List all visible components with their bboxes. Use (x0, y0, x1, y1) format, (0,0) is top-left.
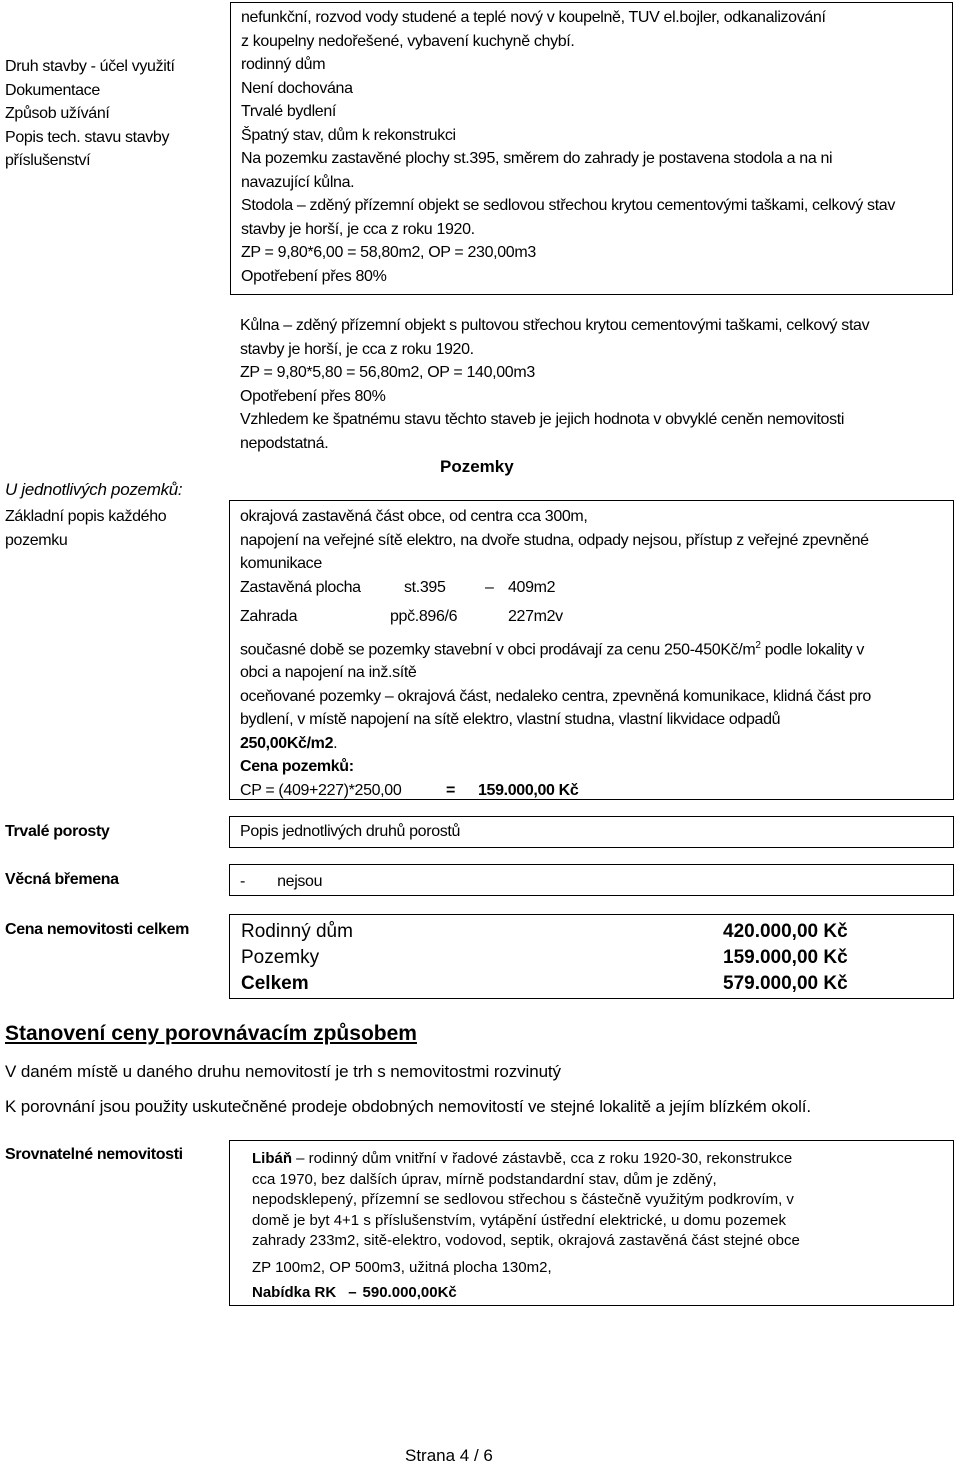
summary-row (241, 971, 941, 997)
vzhledem-line-1: Vzhledem ke špatnému stavu těchto staveb je jejich hodnota v obvyklé ceněn nemovitosti (240, 411, 845, 428)
stav-value: Špatný stav, dům k rekonstrukci (241, 126, 456, 144)
label-zakladni-popis-2: pozemku (5, 531, 68, 549)
label-zpusob-uzivani: Způsob užívání (5, 105, 110, 122)
summary-value: 420.000,00 Kč (723, 921, 848, 942)
summary-value: 159.000,00 Kč (723, 947, 848, 968)
bremena-dash: - (240, 873, 245, 890)
libane-text-1: – rodinný dům vnitřní v řadové zástavbě, cca z roku 1920-30, rekonstrukce (292, 1150, 793, 1167)
bremena-box (229, 864, 954, 896)
prislusenstvi-line-1: Na pozemku zastavěné plochy st.395, směrem do zahrady je postavena stodola a na ni (241, 150, 833, 167)
kulna-opotrebeni: Opotřebení přes 80% (240, 387, 386, 405)
section-line-2: K porovnání jsou použity uskutečněné prodeje obdobných nemovitostí ve stejné lokalitě a jejím blízkém okolí. (5, 1097, 811, 1116)
summary-row (241, 945, 941, 971)
stodola-zp: ZP = 9,80*6,00 = 58,80m2, OP = 230,00m3 (241, 244, 536, 261)
cena-pozemku-label: Cena pozemků: (240, 758, 354, 776)
label-popis-tech: Popis tech. stavu stavby (5, 128, 170, 146)
bremena-text: nejsou (277, 873, 323, 890)
nabidka-label: Nabídka RK (252, 1284, 337, 1301)
ocenovane-line-2: bydlení, v místě napojení na sítě elektro, vlastní studna, vlastní likvidace odpadů (240, 711, 781, 729)
nabidka-value: 590.000,00Kč (362, 1284, 457, 1301)
nabidka-line (252, 1283, 932, 1304)
porosty-text: Popis jednotlivých druhů porostů (240, 823, 461, 840)
label-prislusenstvi: příslušenství (5, 152, 91, 169)
kulna-block (240, 314, 955, 455)
zastavena-dash: – (485, 578, 494, 596)
zahrada-area: 227m2v (508, 607, 563, 625)
label-druh-stavby: Druh stavby - účel využití (5, 58, 175, 75)
label-srovnatelne: Srovnatelné nemovitosti (5, 1146, 183, 1163)
page-number: Strana 4 / 6 (405, 1446, 493, 1465)
cp-formula: CP = (409+227)*250,00 (240, 781, 402, 799)
dokumentace-value: Není dochována (241, 79, 353, 97)
kulna-line-2: stavby je horší, je cca z roku 1920. (240, 340, 474, 358)
label-vecna-bremena: Věcná břemena (5, 871, 119, 888)
cp-eq: = (446, 781, 455, 799)
ocenovane-line-1: oceňované pozemky – okrajová část, nedaleko centra, zpevněná komunikace, klidná část pro (240, 687, 871, 705)
summary-label: Celkem (241, 973, 309, 994)
section-heading: Stanovení ceny porovnávacím způsobem (5, 1022, 417, 1045)
stodola-line-2: stavby je horší, je cca z roku 1920. (241, 220, 475, 238)
prislusenstvi-line-2: navazující kůlna. (241, 173, 355, 191)
libane-line-3: nepodsklepený, přízemní se sedlovou střechou s částečně využitým podkrovím, v (252, 1191, 794, 1208)
druh-stavby-value: rodinný dům (241, 56, 326, 73)
summary-row (241, 919, 941, 945)
libane-line-2: cca 1970, bez dalších úprav, mírně podstandardní stav, dům je zděný, (252, 1170, 717, 1188)
cena-m2: 250,00Kč/m2 (240, 734, 334, 752)
label-zakladni-popis-1: Základní popis každého (5, 508, 167, 525)
libane-name: Libáň (252, 1150, 292, 1167)
summary-label: Pozemky (241, 947, 320, 968)
pozemky-heading: Pozemky (440, 457, 514, 476)
zahrada-row (240, 605, 950, 634)
stodola-opotrebeni: Opotřebení přes 80% (241, 267, 387, 285)
comparable-box (229, 1140, 954, 1306)
zahrada-label: Zahrada (240, 607, 298, 625)
soucasne-line-1 (240, 634, 950, 662)
label-dokumentace: Dokumentace (5, 81, 100, 99)
kulna-line-1: Kůlna – zděný přízemní objekt s pultovou střechou krytou cementovými taškami, celkový stav (240, 317, 870, 334)
cp-value: 159.000,00 Kč (478, 781, 579, 799)
top-line-1: nefunkční, rozvod vody studené a teplé nový v koupelně, TUV el.bojler, odkanalizování (241, 9, 826, 26)
summary-box (229, 914, 954, 999)
porosty-box (229, 816, 954, 848)
soucasne-text: současné době se pozemky stavební v obci prodávají za cenu 250-450Kč/m (240, 640, 756, 658)
libane-zp: ZP 100m2, OP 500m3, užitná plocha 130m2, (252, 1258, 552, 1276)
pozemky-box (229, 500, 954, 800)
libane-line-5: zahrady 233m2, sitě-elektro, vodovod, septik, okrajová zastavěná část stejné obce (252, 1232, 800, 1249)
soucasne-sup: 2 (755, 639, 761, 651)
kulna-zp: ZP = 9,80*5,80 = 56,80m2, OP = 140,00m3 (240, 364, 535, 381)
zastavena-area: 409m2 (508, 578, 556, 596)
nabidka-dash: – (348, 1284, 357, 1301)
pozemky-line-1: okrajová zastavěná část obce, od centra cca 300m, (240, 508, 588, 525)
libane-line-4: domě je byt 4+1 s příslušenstvím, vytápění ústřední elektrické, u domu pozemek (252, 1211, 787, 1229)
summary-value: 579.000,00 Kč (723, 973, 848, 994)
vzhledem-line-2: nepodstatná. (240, 434, 329, 452)
soucasne-line-2: obci a napojení na inž.sítě (240, 664, 417, 682)
label-u-jednotlivych: U jednotlivých pozemků: (5, 480, 183, 499)
summary-label: Rodinný dům (241, 921, 353, 942)
section-line-1: V daném místě u daného druhu nemovitostí je trh s nemovitostmi rozvinutý (5, 1062, 561, 1081)
zastavena-label: Zastavěná plocha (240, 578, 361, 596)
soucasne-text-b: podle lokality v (760, 640, 865, 658)
top-line-2: z koupelny nedořešené, vybavení kuchyně chybí. (241, 32, 575, 50)
left-label-block-1 (5, 55, 175, 173)
label-trvale-porosty: Trvalé porosty (5, 823, 110, 840)
building-description-box (230, 2, 953, 295)
pozemky-line-3: komunikace (240, 555, 322, 572)
cp-row (240, 779, 950, 803)
libane-line-1 (252, 1149, 932, 1170)
zahrada-parcel: ppč.896/6 (390, 607, 458, 625)
cena-m2-dot: . (333, 734, 338, 752)
stodola-line-1: Stodola – zděný přízemní objekt se sedlovou střechou krytou cementovými taškami, celkový stav (241, 197, 895, 214)
cena-m2-line (240, 732, 950, 756)
label-zakladni-popis (5, 505, 166, 552)
zpusob-value: Trvalé bydlení (241, 103, 336, 120)
zastavena-parcel: st.395 (404, 578, 446, 596)
pozemky-line-2: napojení na veřejné sítě elektro, na dvoře studna, odpady nejsou, přístup z veřejné zpevněné (240, 531, 869, 549)
zastavena-plocha-row (240, 576, 950, 605)
label-cena-celkem: Cena nemovitosti celkem (5, 921, 190, 938)
